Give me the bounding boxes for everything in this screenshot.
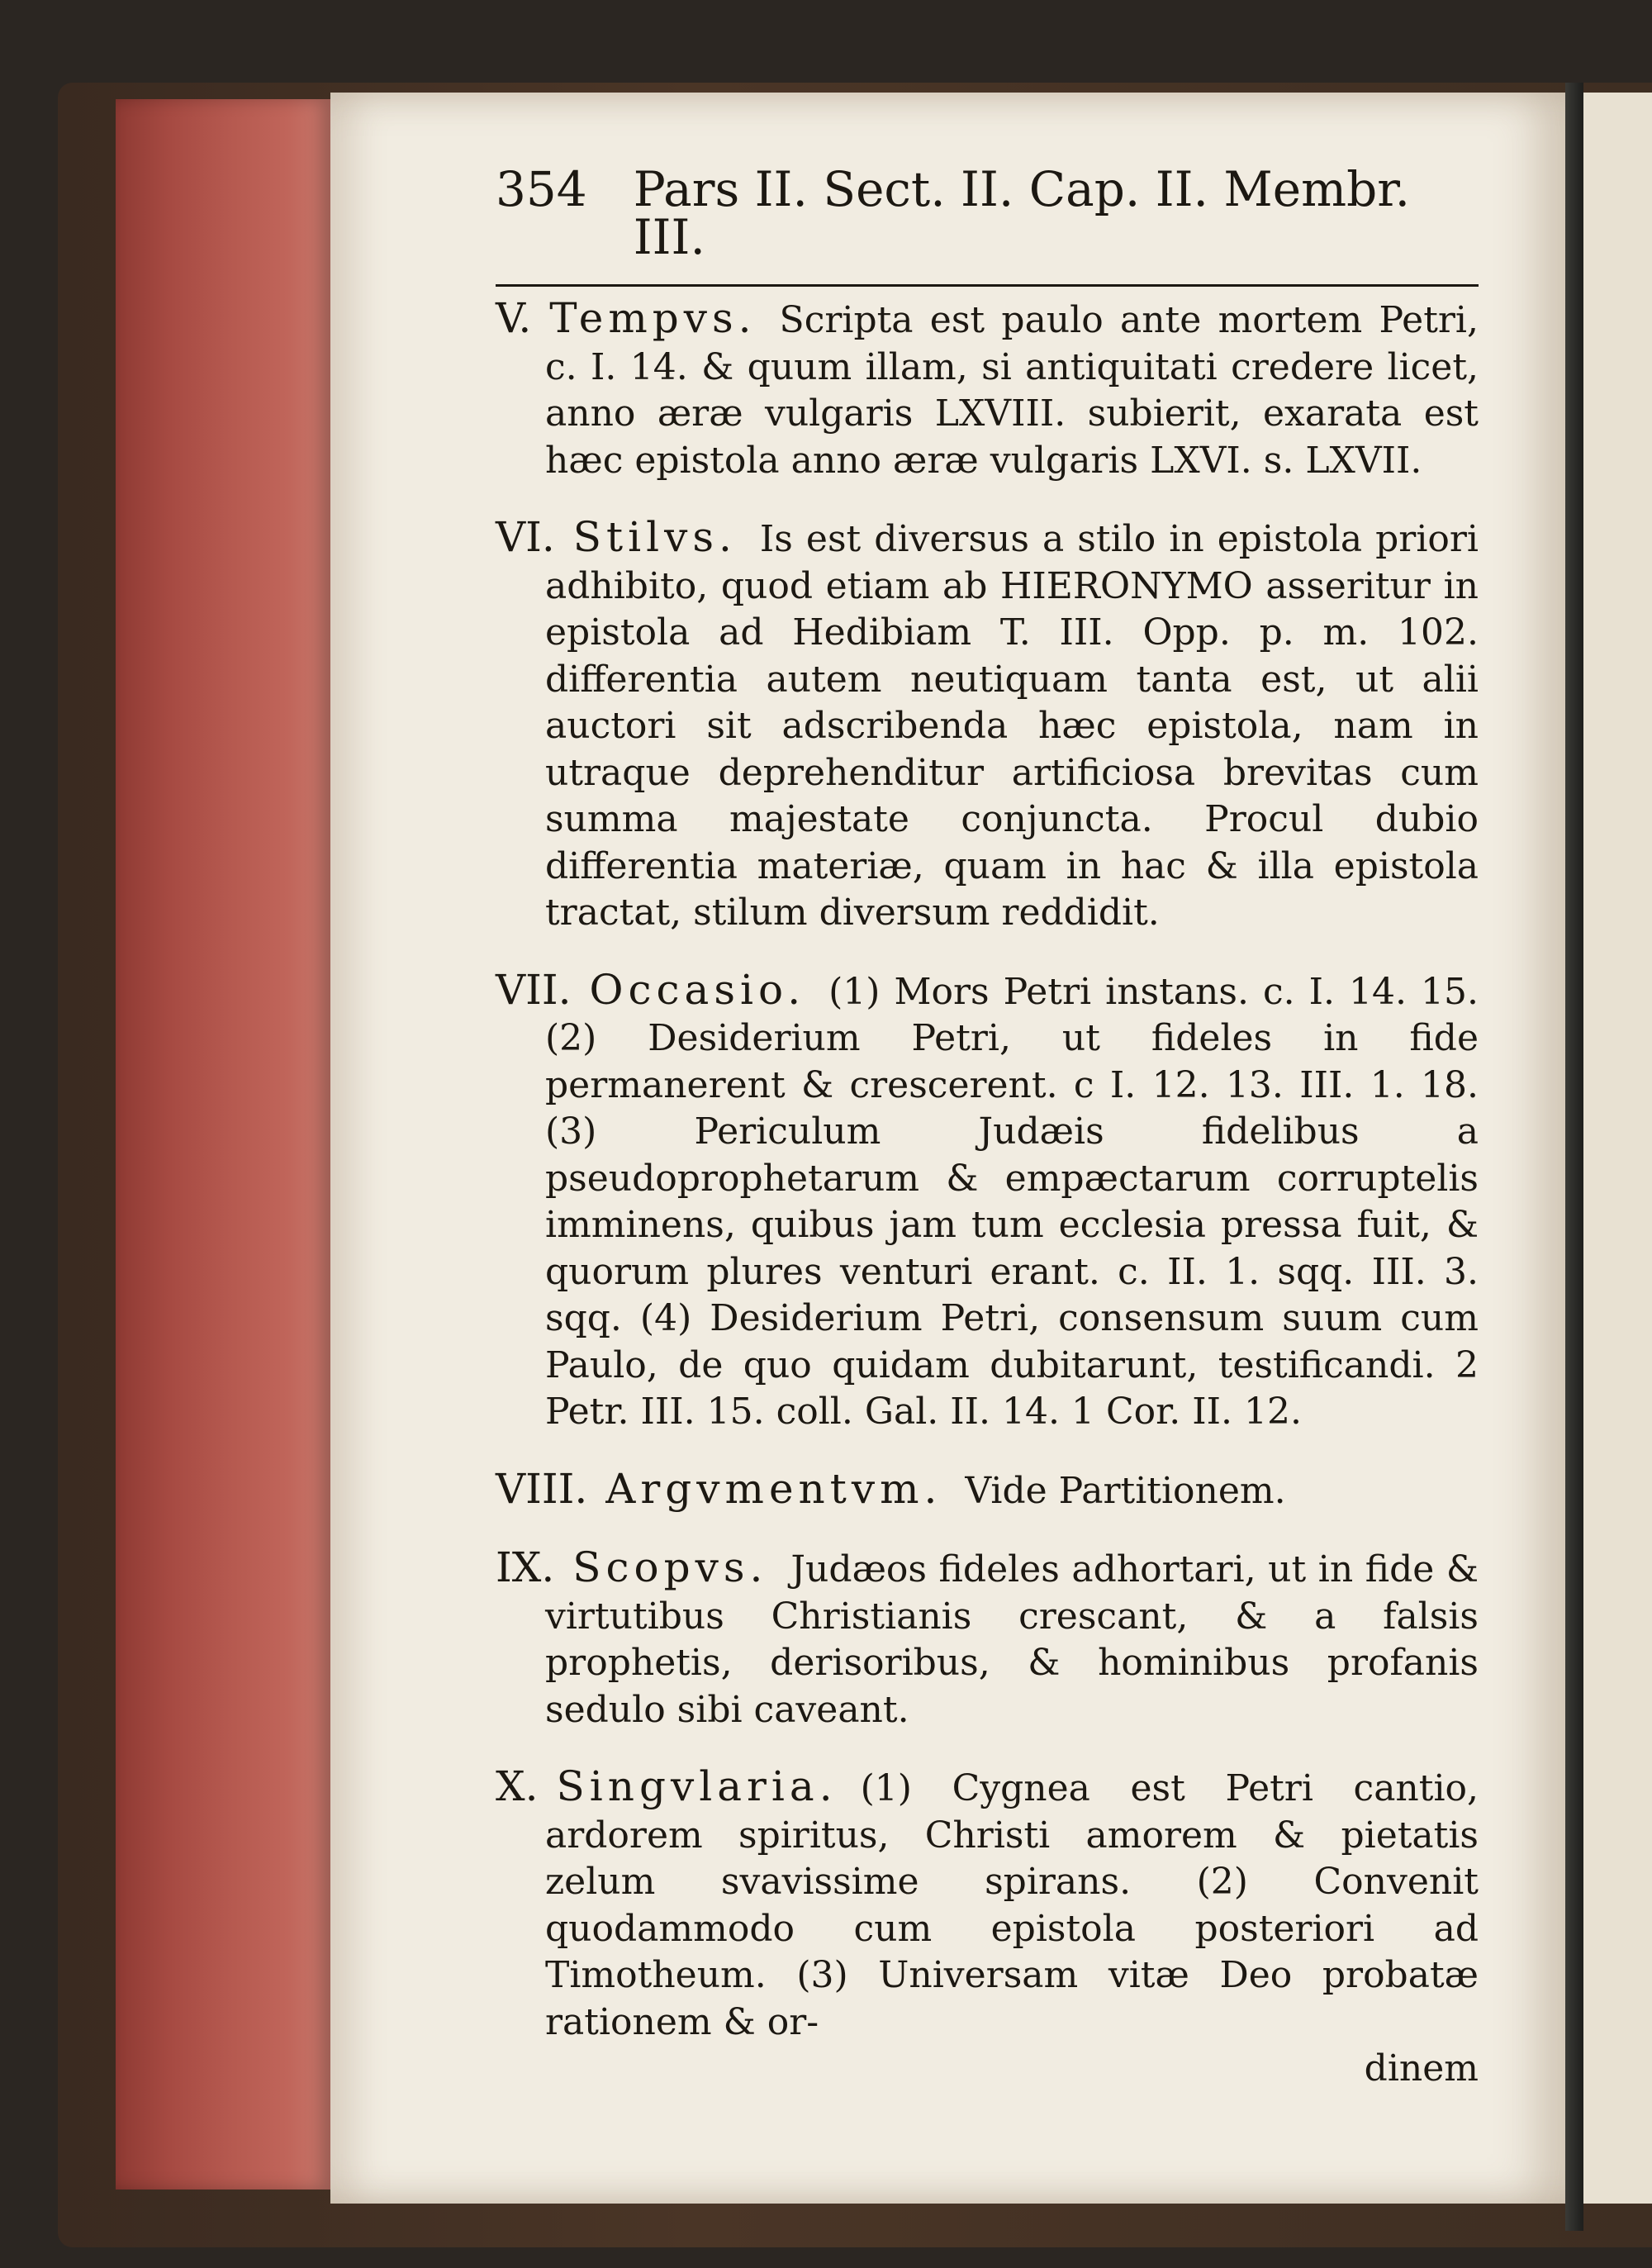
section-numeral: X.: [496, 1762, 539, 1810]
section-argumentum: [496, 1466, 1479, 1515]
right-page: [1583, 93, 1652, 2204]
section-text: Judæos fideles adhortari, ut in fide & virtutibus Christianis crescant, & a falsis prophetis, derisoribus, & hominibus profanis sedulo sibi caveant.: [545, 1548, 1479, 1731]
running-title: Pars II. Sect. II. Cap. II. Membr. III.: [633, 161, 1411, 265]
section-label: [496, 294, 757, 342]
section-text: Is est diversus a stilo in epistola priori adhibito, quod etiam ab HIERONYMO asseritur in epistola ad Hedibiam T. III. Opp. p. m. 102. differentia autem neutiquam tanta est, ut alii auctori sit adscribenda hæc epistola, nam in utraque deprehenditur artificiosa brevitas cum summa majestate conjuncta. Procul dubio differentia materiæ, quam in hac & illa epistola tractat, stilum diversum reddidit.: [545, 518, 1479, 934]
section-label: [496, 1762, 838, 1810]
book-gutter: [1565, 83, 1583, 2231]
page-number: 354: [496, 161, 587, 217]
section-numeral: IX.: [496, 1543, 555, 1591]
section-text: (1) Mors Petri instans. c. I. 14. 15. (2) Desiderium Petri, ut fideles in fide permanerent & crescerent. c I. 12. 13. III. 1. 18. (3) Periculum Judæis fidelibus a pseudoprophetarum & empæctarum corruptelis imminens, quibus jam tum ecclesia pressa fuit, & quorum plures venturi erant. c. II. 1. sqq. III. 3. sqq. (4) Desiderium Petri, consensum suum cum Paulo, de quo quidam dubitarunt, testificandi. 2 Petr. III. 15. coll. Gal. II. 14. 1 Cor. II. 12.: [545, 970, 1479, 1433]
section-occasio: [496, 967, 1479, 1436]
section-stilus: [496, 514, 1479, 937]
section-heading: Occasio.: [589, 965, 806, 1014]
section-label: [496, 513, 737, 561]
running-head: [496, 161, 1479, 287]
section-heading: Tempvs.: [549, 294, 757, 342]
section-numeral: VI.: [496, 513, 555, 561]
section-singularia: [496, 1763, 1479, 2046]
page-edges: [116, 99, 330, 2190]
section-label: [496, 1543, 767, 1591]
section-numeral: VIII.: [496, 1464, 588, 1513]
section-heading: Singvlaria.: [556, 1762, 838, 1810]
catchword: dinem: [1364, 2047, 1479, 2090]
section-scopus: [496, 1544, 1479, 1733]
section-numeral: V.: [496, 294, 532, 342]
page-text: [496, 161, 1479, 2092]
section-heading: Scopvs.: [572, 1543, 768, 1591]
section-tempus: [496, 295, 1479, 484]
section-heading: Stilvs.: [572, 513, 737, 561]
section-text: (1) Cygnea est Petri cantio, ardorem spiritus, Christi amorem & pietatis zelum svavissime spirans. (2) Convenit quodammodo cum epistola posteriori ad Timotheum. (3) Universam vitæ Deo probatæ rationem & or-: [545, 1767, 1479, 2043]
section-heading: Argvmentvm.: [605, 1464, 942, 1513]
section-numeral: VII.: [496, 965, 572, 1014]
section-label: [496, 1465, 942, 1513]
section-text: Vide Partitionem.: [965, 1469, 1286, 1512]
section-text: Scripta est paulo ante mortem Petri, c. I. 14. & quum illam, si antiquitati credere licet, anno æræ vulgaris LXVIII. subierit, exarata est hæc epistola anno æræ vulgaris LXVI. s. LXVII.: [545, 299, 1479, 482]
section-label: [496, 966, 805, 1014]
